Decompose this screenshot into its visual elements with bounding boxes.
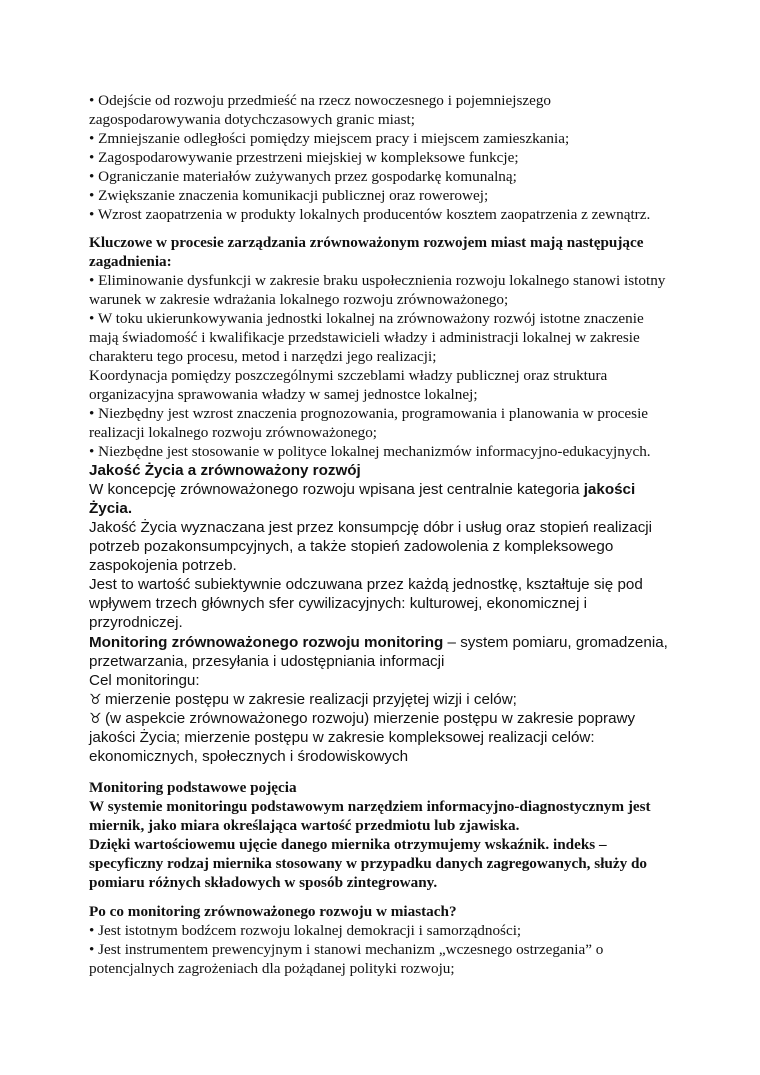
intro-bold-term: jakości Życia. — [89, 481, 636, 517]
list-item: • Niezbędny jest wzrost znaczenia prognozowania, programowania i planowania w procesie realizacji lokalnego rozwoju zrównoważonego; — [89, 405, 649, 441]
key-issues-section — [89, 233, 674, 461]
paragraph: Jakość Życia wyznaczana jest przez konsumpcję dóbr i usług oraz stopień realizacji potrzeb pozakonsumpcyjnych, a także stopień zadowolenia z kompleksowego zaspokojenia potrzeb. — [89, 519, 653, 574]
list-item: • Niezbędne jest stosowanie w polityce lokalnej mechanizmów informacyjno-edukacyjnych. — [89, 443, 651, 460]
goals-label: Cel monitoringu: — [89, 672, 200, 689]
list-item: • Wzrost zaopatrzenia w produkty lokalnych producentów kosztem zaopatrzenia z zewnątrz. — [89, 206, 651, 223]
list-item: • Jest instrumentem prewencyjnym i stanowi mechanizm „wczesnego ostrzegania” o potencjalnych zagrożeniach dla pożądanej polityki rozwoju; — [89, 941, 604, 977]
paragraph: W systemie monitoringu podstawowym narzędziem informacyjno-diagnostycznym jest miernik, jako miara określająca wartość przedmiotu lub zjawiska. — [89, 798, 651, 834]
monitoring-definition — [89, 633, 674, 671]
section-heading: Kluczowe w procesie zarządzania zrównoważonym rozwojem miast mają następujące zagadnienia: — [89, 234, 644, 270]
why-monitoring-section — [89, 902, 674, 978]
monitoring-section — [89, 633, 674, 766]
list-item: • Zmniejszanie odległości pomiędzy miejscem pracy i miejscem zamieszkania; — [89, 130, 570, 147]
list-item: Koordynacja pomiędzy poszczególnymi szczeblami władzy publicznej oraz struktura organizacyjna sprawowania władzy w samej jednostce lokalnej; — [89, 367, 608, 403]
monitoring-concepts-section — [89, 778, 674, 892]
intro-paragraph — [89, 480, 674, 518]
urban-development-list — [89, 91, 674, 224]
list-item: • Zagospodarowywanie przestrzeni miejskiej w kompleksowe funkcje; — [89, 149, 519, 166]
quality-of-life-section — [89, 461, 674, 632]
list-item: • Ograniczanie materiałów zużywanych przez gospodarkę komunalną; — [89, 168, 517, 185]
section-heading: Jakość Życia a zrównoważony rozwój — [89, 462, 361, 479]
taurus-icon: ♉ — [89, 710, 102, 726]
intro-text: W koncepcję zrównoważonego rozwoju wpisana jest centralnie kategoria — [89, 481, 584, 498]
goal-text: mierzenie postępu w zakresie realizacji przyjętej wizji i celów; — [105, 691, 517, 708]
list-item: • Eliminowanie dysfunkcji w zakresie braku uspołecznienia rozwoju lokalnego stanowi istotny warunek w zakresie wdrażania lokalnego rozwoju zrównoważonego; — [89, 272, 666, 308]
paragraph: Jest to wartość subiektywnie odczuwana przez każdą jednostkę, kształtuje się pod wpływem trzech głównych sfer cywilizacyjnych: kulturowej, ekonomicznej i przyrodniczej. — [89, 576, 643, 631]
list-item: • Zwiększanie znaczenia komunikacji publicznej oraz rowerowej; — [89, 187, 489, 204]
list-item: • W toku ukierunkowywania jednostki lokalnej na zrównoważony rozwój istotne znaczenie mają świadomość i kwalifikacje przedstawicieli władzy i administracji lokalnej w zakresie charakteru tego procesu, metod i narzędzi jego realizacji; — [89, 310, 644, 365]
list-item: • Odejście od rozwoju przedmieść na rzecz nowoczesnego i pojemniejszego zagospodarowywania dotychczasowych granic miast; — [89, 92, 552, 128]
definition-text: – system pomiaru, gromadzenia, przetwarzania, przesyłania i udostępniania informacji — [89, 634, 668, 670]
section-heading: Monitoring podstawowe pojęcia — [89, 779, 297, 796]
section-heading: Monitoring zrównoważonego rozwoju monitoring — [89, 634, 444, 651]
taurus-icon: ♉ — [89, 691, 102, 707]
goal-item — [89, 709, 674, 766]
list-item: • Jest istotnym bodźcem rozwoju lokalnej demokracji i samorządności; — [89, 922, 522, 939]
goal-item — [89, 690, 674, 709]
paragraph: Dzięki wartościowemu ujęcie danego miernika otrzymujemy wskaźnik. indeks – specyficzny rodzaj miernika stosowany w przypadku danych zagregowanych, służy do pomiaru różnych składowych w sposób zintegrowany. — [89, 836, 648, 891]
goal-text: (w aspekcie zrównoważonego rozwoju) mierzenie postępu w zakresie poprawy jakości Życia; mierzenie postępu w zakresie kompleksowej realizacji celów: ekonomicznych, społecznych i środowiskowych — [89, 710, 636, 765]
section-heading: Po co monitoring zrównoważonego rozwoju w miastach? — [89, 903, 457, 920]
